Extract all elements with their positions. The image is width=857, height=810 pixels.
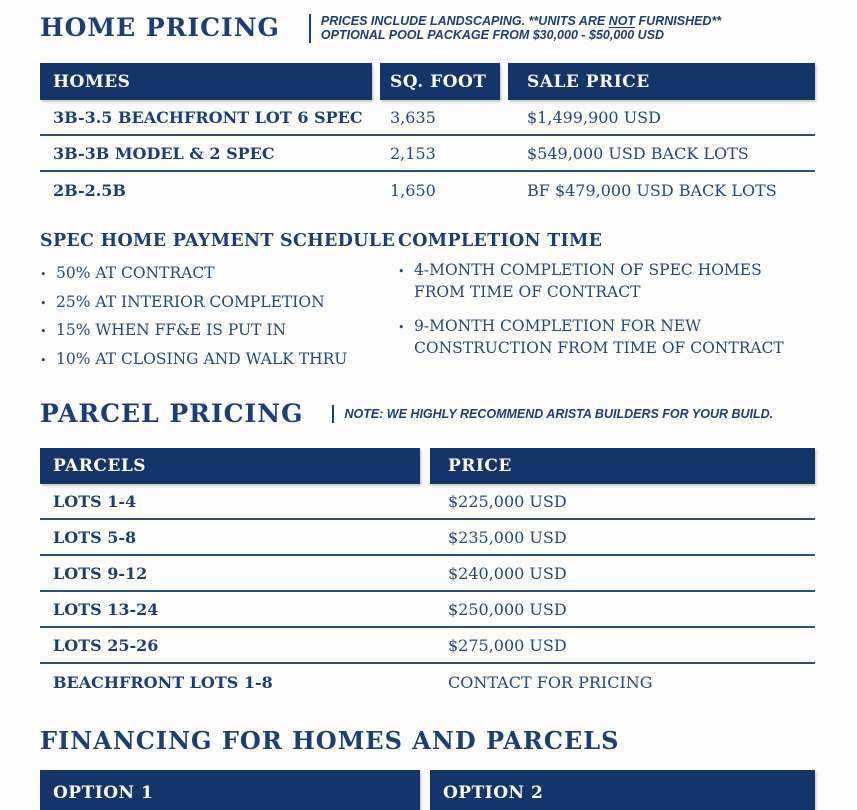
table-row xyxy=(40,484,815,520)
parcel-name: LOTS 5-8 xyxy=(53,527,137,547)
sqfoot-column-header: SQ. FOOT xyxy=(380,63,500,100)
homes-column-header: HOMES xyxy=(40,63,372,100)
completion-time-title: COMPLETION TIME xyxy=(398,231,603,251)
list-item-line1: 4-MONTH COMPLETION OF SPEC HOMES xyxy=(414,261,762,279)
parcels-table xyxy=(40,448,815,700)
homes-table-header xyxy=(40,63,815,100)
list-item-text xyxy=(414,260,762,303)
payment-schedule-list xyxy=(40,260,398,374)
list-item-line2: FROM TIME OF CONTRACT xyxy=(414,282,641,301)
parcel-pricing-header xyxy=(40,398,815,430)
parcel-name: LOTS 13-24 xyxy=(53,599,159,619)
list-item xyxy=(40,346,398,375)
table-row xyxy=(40,172,815,208)
option-1-header: OPTION 1 xyxy=(40,770,420,810)
bullet-icon: • xyxy=(40,353,47,367)
completion-time-list xyxy=(398,260,815,359)
parcel-pricing-title: PARCEL PRICING xyxy=(40,399,304,428)
list-item-line1: 9-MONTH COMPLETION FOR NEW xyxy=(414,317,702,335)
table-row xyxy=(40,556,815,592)
bullet-icon: • xyxy=(40,325,47,338)
list-item xyxy=(398,260,815,303)
note-line1-underlined: NOT xyxy=(608,13,636,28)
parcel-name: LOTS 9-12 xyxy=(53,563,148,583)
home-pricing-title: HOME PRICING xyxy=(40,13,280,42)
option-2-header: OPTION 2 xyxy=(430,770,815,810)
home-sqft: 1,650 xyxy=(390,180,436,200)
home-name: 3B-3B MODEL & 2 SPEC xyxy=(53,143,275,163)
table-row xyxy=(40,664,815,700)
list-item-text xyxy=(414,316,784,359)
parcel-name: LOTS 1-4 xyxy=(53,491,137,511)
bullet-icon: • xyxy=(398,321,405,334)
parcel-price: $235,000 USD xyxy=(448,527,567,547)
home-pricing-note xyxy=(309,14,721,43)
home-sqft: 3,635 xyxy=(390,107,436,127)
home-price: $549,000 USD BACK LOTS xyxy=(527,143,749,163)
parcel-price: $275,000 USD xyxy=(448,635,567,655)
home-price: BF $479,000 USD BACK LOTS xyxy=(527,180,777,200)
parcels-column-header: PARCELS xyxy=(40,448,420,484)
note-line1 xyxy=(321,14,721,28)
parcel-pricing-note: NOTE: WE HIGHLY RECOMMEND ARISTA BUILDERS FOR YOUR BUILD. xyxy=(332,405,773,424)
list-item-text: 15% WHEN FF&E IS PUT IN xyxy=(56,321,287,339)
financing-options xyxy=(40,770,815,810)
parcel-price: $240,000 USD xyxy=(448,563,567,583)
homes-table xyxy=(40,63,815,208)
note-line1-prefix: PRICES INCLUDE LANDSCAPING. **UNITS ARE xyxy=(320,13,609,28)
completion-time xyxy=(398,230,815,374)
home-sqft: 2,153 xyxy=(390,143,436,163)
list-item xyxy=(398,316,815,359)
payment-schedule xyxy=(40,230,398,374)
home-price: $1,499,900 USD xyxy=(527,107,661,127)
list-item xyxy=(40,260,398,289)
list-item xyxy=(40,317,398,346)
home-pricing-header xyxy=(40,12,815,44)
table-row xyxy=(40,628,815,664)
bullet-icon: • xyxy=(398,265,405,278)
list-item-text: 50% AT CONTRACT xyxy=(56,264,215,282)
note-line2: OPTIONAL POOL PACKAGE FROM $30,000 - $50,000 USD xyxy=(320,28,665,42)
schedule-section xyxy=(40,230,815,374)
price-column-header: PRICE xyxy=(430,448,815,484)
table-row xyxy=(40,520,815,556)
payment-schedule-title: SPEC HOME PAYMENT SCHEDULE xyxy=(40,231,395,251)
table-row xyxy=(40,100,815,136)
table-row xyxy=(40,136,815,172)
saleprice-column-header: SALE PRICE xyxy=(508,63,815,100)
list-item-line2: CONSTRUCTION FROM TIME OF CONTRACT xyxy=(414,338,784,357)
table-row xyxy=(40,592,815,628)
list-item-text: 10% AT CLOSING AND WALK THRU xyxy=(56,349,348,368)
home-name: 3B-3.5 BEACHFRONT LOT 6 SPEC xyxy=(53,107,363,127)
list-item xyxy=(40,289,398,318)
home-name: 2B-2.5B xyxy=(53,180,126,200)
parcel-name: LOTS 25-26 xyxy=(53,635,159,655)
bullet-icon: • xyxy=(40,296,47,310)
parcel-price: CONTACT FOR PRICING xyxy=(448,672,653,692)
parcels-table-header xyxy=(40,448,815,484)
note-line1-suffix: FURNISHED** xyxy=(635,13,722,28)
financing-title: FINANCING FOR HOMES AND PARCELS xyxy=(40,726,620,755)
parcel-price: $250,000 USD xyxy=(448,599,567,619)
list-item-text: 25% AT INTERIOR COMPLETION xyxy=(56,292,325,311)
parcel-name: BEACHFRONT LOTS 1-8 xyxy=(53,672,273,692)
parcel-price: $225,000 USD xyxy=(448,491,567,511)
bullet-icon: • xyxy=(40,268,47,281)
